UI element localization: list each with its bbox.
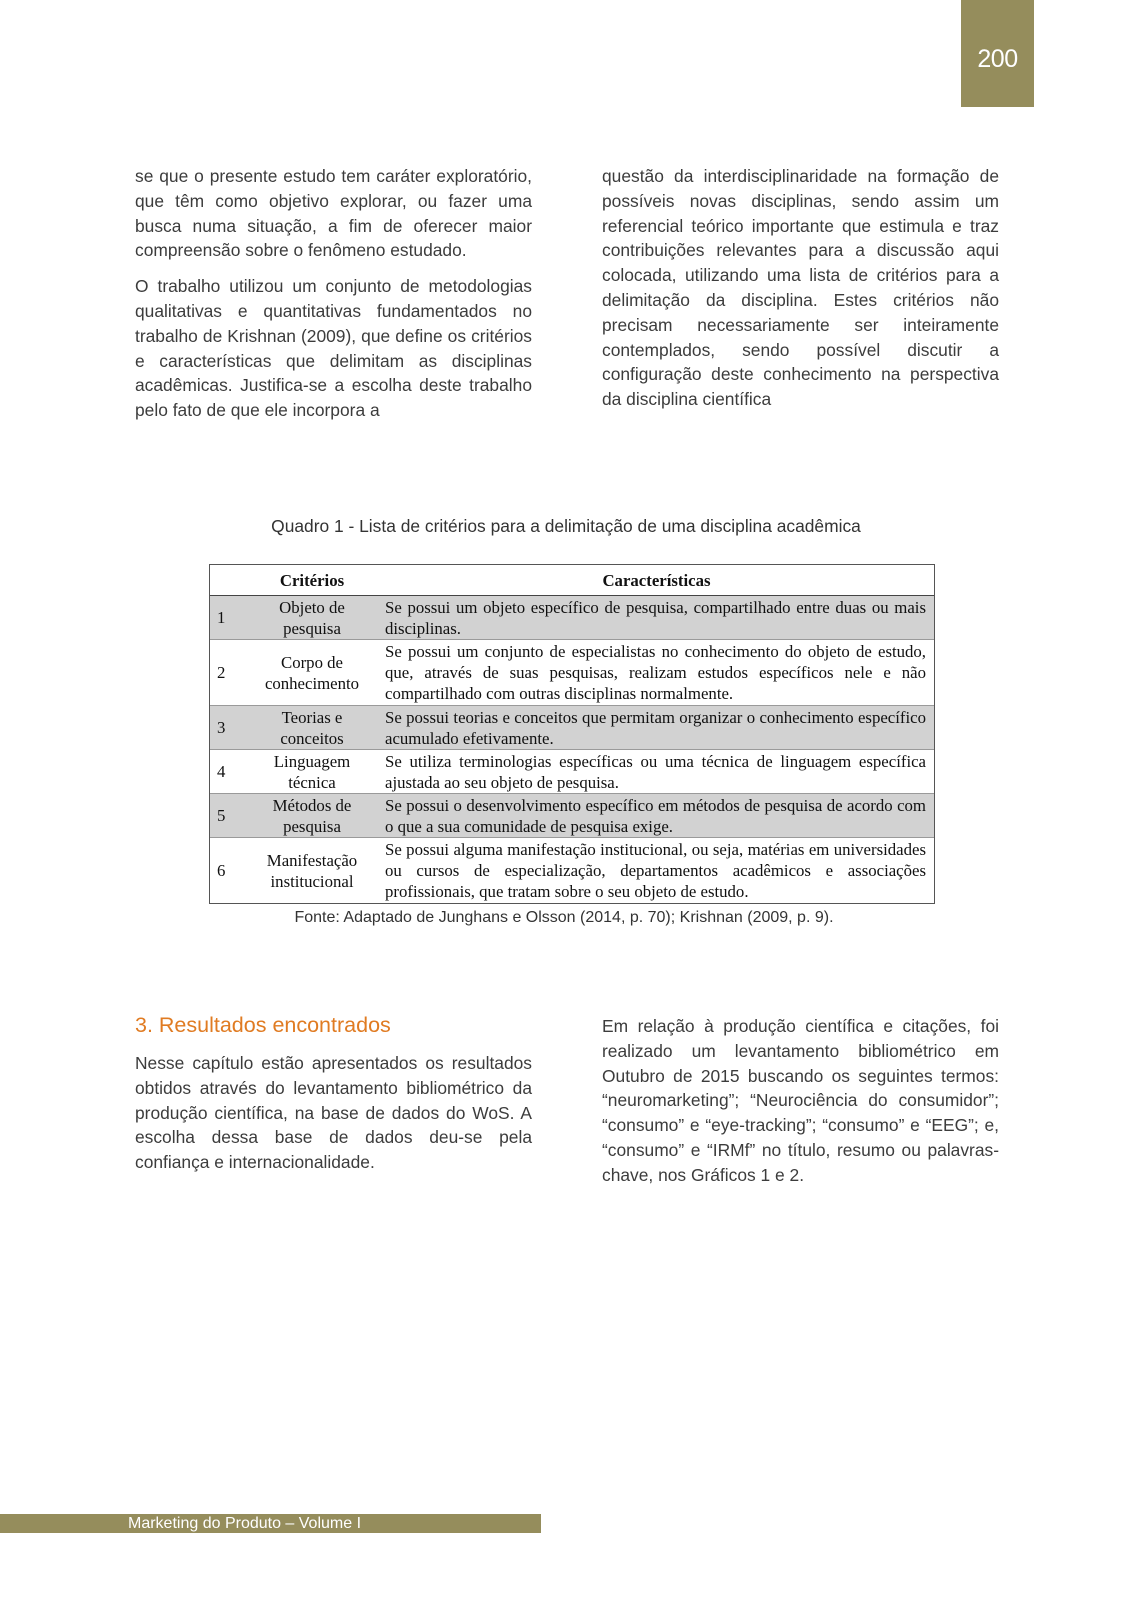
row-characteristics: Se possui um objeto específico de pesquisa, compartilhado entre duas ou mais disciplinas.: [379, 596, 934, 640]
paragraph: Em relação à produção científica e citações, foi realizado um levantamento bibliométrico em Outubro de 2015 buscando os seguintes termos: “neuromarketing”; “Neurociência do consumidor”; “consumo” e “eye-tracking”; “consumo” e “EEG”; e, “consumo” e “IRMf” no título, resumo ou palavras-chave, nos Gráficos 1 e 2.: [602, 1016, 999, 1185]
row-criteria: Corpo de conhecimento: [245, 640, 379, 706]
table-row: [210, 640, 934, 706]
row-criteria: Linguagem técnica: [245, 750, 379, 794]
page-number: 200: [961, 0, 1034, 107]
row-characteristics: Se possui o desenvolvimento específico em métodos de pesquisa de acordo com o que a sua comunidade de pesquisa exige.: [379, 794, 934, 838]
row-criteria: Objeto de pesquisa: [245, 596, 379, 640]
header-criteria: Critérios: [245, 565, 379, 596]
paragraph: questão da interdisciplinaridade na formação de possíveis novas disciplinas, sendo assim um referencial teórico importante que estimula e traz contribuições relevantes para a discussão aqui colocada, utilizando uma lista de critérios para a delimitação da disciplina. Estes critérios não precisam necessariamente ser inteiramente contemplados, sendo possível discutir a configuração deste conhecimento na perspectiva da disciplina científica: [602, 166, 999, 410]
row-number: 3: [210, 706, 245, 750]
table-row: [210, 596, 934, 640]
table-row: [210, 838, 934, 904]
footer: Marketing do Produto – Volume I: [0, 1514, 541, 1533]
criteria-table: [209, 564, 935, 904]
table-row: [210, 750, 934, 794]
table-caption: Quadro 1 - Lista de critérios para a delimitação de uma disciplina acadêmica: [271, 516, 861, 536]
row-number: 5: [210, 794, 245, 838]
row-characteristics: Se possui alguma manifestação institucional, ou seja, matérias em universidades ou cursos de especialização, departamentos acadêmicos e associações profissionais, que tratam sobre o seu objeto de estudo.: [379, 838, 934, 904]
row-number: 6: [210, 838, 245, 904]
row-number: 1: [210, 596, 245, 640]
row-characteristics: Se utiliza terminologias específicas ou uma técnica de linguagem específica ajustada ao seu objeto de pesquisa.: [379, 750, 934, 794]
paragraph: se que o presente estudo tem caráter exploratório, que têm como objetivo explorar, ou fazer uma busca numa situação, a fim de oferecer maior compreensão sobre o fenômeno estudado.: [135, 166, 532, 261]
bottom-right-column: [602, 1014, 999, 1199]
row-characteristics: Se possui um conjunto de especialistas no conhecimento do objeto de estudo, que, através de suas pesquisas, realizam estudos específicos nele e não compartilhado com outras disciplinas normalmente.: [379, 640, 934, 706]
section-heading: 3. Resultados encontrados: [135, 1013, 391, 1037]
paragraph: Nesse capítulo estão apresentados os resultados obtidos através do levantamento bibliométrico da produção científica, na base de dados do WoS. A escolha dessa base de dados deu-se pela confiança e internacionalidade.: [135, 1053, 532, 1173]
table-row: [210, 706, 934, 750]
top-right-column: [602, 164, 999, 423]
table-row: [210, 794, 934, 838]
row-number: 4: [210, 750, 245, 794]
table-header-row: [210, 565, 934, 596]
row-criteria: Métodos de pesquisa: [245, 794, 379, 838]
paragraph: O trabalho utilizou um conjunto de metodologias qualitativas e quantitativas fundamentados no trabalho de Krishnan (2009), que define os critérios e características que delimitam as disciplinas acadêmicas. Justifica-se a escolha deste trabalho pelo fato de que ele incorpora a: [135, 276, 532, 421]
header-characteristics: Características: [379, 565, 934, 596]
header-number: [210, 565, 245, 596]
table-source: Fonte: Adaptado de Junghans e Olsson (2014, p. 70); Krishnan (2009, p. 9).: [294, 909, 834, 926]
top-left-column: [135, 164, 532, 434]
row-number: 2: [210, 640, 245, 706]
row-characteristics: Se possui teorias e conceitos que permitam organizar o conhecimento específico acumulado efetivamente.: [379, 706, 934, 750]
bottom-left-column: [135, 1051, 532, 1186]
row-criteria: Manifestação institucional: [245, 838, 379, 904]
row-criteria: Teorias e conceitos: [245, 706, 379, 750]
